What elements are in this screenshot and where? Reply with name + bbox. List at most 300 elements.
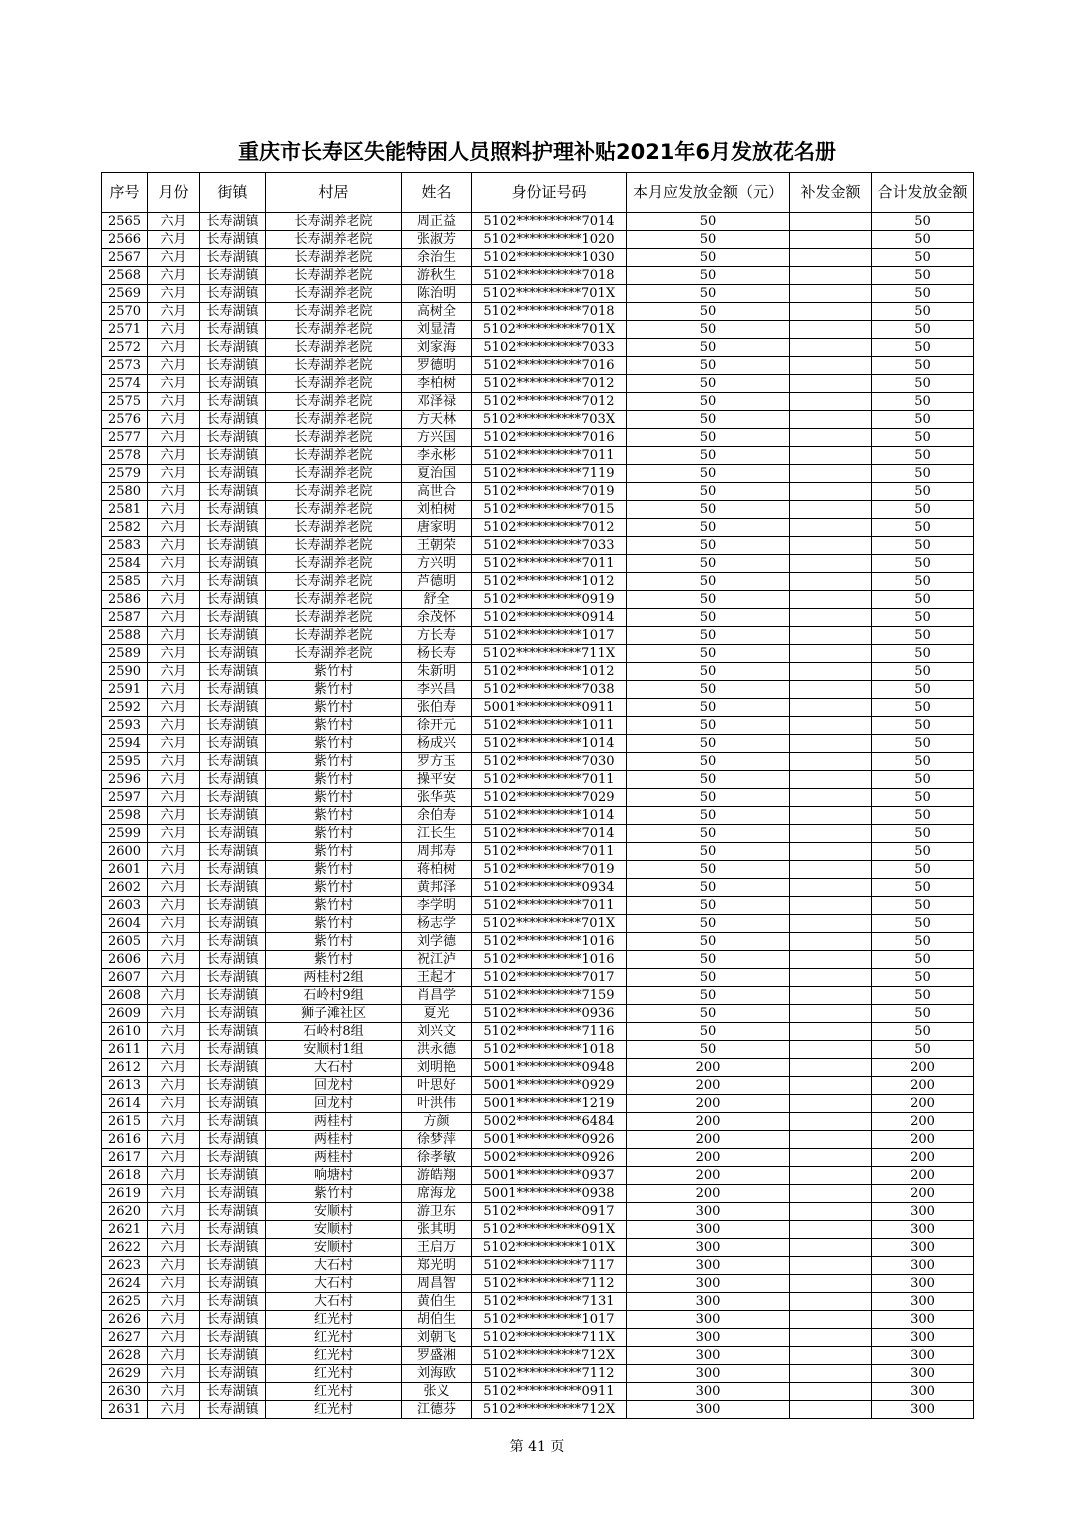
- month-cell: 六月: [148, 1167, 200, 1185]
- id-number-cell: 5102**********1011: [472, 717, 627, 735]
- total-amount-cell: 200: [872, 1149, 974, 1167]
- village-cell: 两桂村: [266, 1149, 402, 1167]
- due-amount-cell: 50: [627, 717, 790, 735]
- id-number-cell: 5102**********7117: [472, 1257, 627, 1275]
- name-cell: 夏光: [402, 1005, 472, 1023]
- street-cell: 长寿湖镇: [200, 1329, 266, 1347]
- table-row: [102, 267, 974, 285]
- due-amount-cell: 200: [627, 1113, 790, 1131]
- village-cell: 回龙村: [266, 1077, 402, 1095]
- street-cell: 长寿湖镇: [200, 879, 266, 897]
- total-amount-cell: 50: [872, 609, 974, 627]
- village-cell: 长寿湖养老院: [266, 303, 402, 321]
- name-cell: 方长寿: [402, 627, 472, 645]
- total-amount-cell: 50: [872, 303, 974, 321]
- month-cell: 六月: [148, 447, 200, 465]
- id-number-cell: 5102**********1020: [472, 231, 627, 249]
- due-amount-cell: 300: [627, 1329, 790, 1347]
- seq-cell: 2608: [102, 987, 148, 1005]
- name-cell: 蒋柏树: [402, 861, 472, 879]
- total-amount-cell: 50: [872, 933, 974, 951]
- id-number-cell: 5102**********0936: [472, 1005, 627, 1023]
- village-cell: 红光村: [266, 1347, 402, 1365]
- supplement-amount-cell: [790, 1005, 872, 1023]
- street-cell: 长寿湖镇: [200, 1149, 266, 1167]
- total-amount-cell: 50: [872, 1005, 974, 1023]
- month-cell: 六月: [148, 483, 200, 501]
- due-amount-cell: 50: [627, 393, 790, 411]
- total-amount-cell: 300: [872, 1347, 974, 1365]
- table-row: [102, 1149, 974, 1167]
- id-number-cell: 5102**********7159: [472, 987, 627, 1005]
- name-cell: 周昌智: [402, 1275, 472, 1293]
- village-cell: 长寿湖养老院: [266, 627, 402, 645]
- month-cell: 六月: [148, 825, 200, 843]
- table-row: [102, 1203, 974, 1221]
- month-cell: 六月: [148, 1185, 200, 1203]
- name-cell: 王启万: [402, 1239, 472, 1257]
- seq-cell: 2566: [102, 231, 148, 249]
- supplement-amount-cell: [790, 879, 872, 897]
- id-number-cell: 5102**********701X: [472, 285, 627, 303]
- due-amount-cell: 200: [627, 1185, 790, 1203]
- table-row: [102, 285, 974, 303]
- street-cell: 长寿湖镇: [200, 681, 266, 699]
- id-number-cell: 5001**********0938: [472, 1185, 627, 1203]
- name-cell: 周正益: [402, 213, 472, 231]
- seq-cell: 2610: [102, 1023, 148, 1041]
- seq-cell: 2572: [102, 339, 148, 357]
- due-amount-cell: 50: [627, 915, 790, 933]
- seq-cell: 2598: [102, 807, 148, 825]
- street-cell: 长寿湖镇: [200, 213, 266, 231]
- header-month: 月份: [148, 173, 200, 213]
- seq-cell: 2571: [102, 321, 148, 339]
- total-amount-cell: 50: [872, 735, 974, 753]
- total-amount-cell: 200: [872, 1095, 974, 1113]
- seq-cell: 2588: [102, 627, 148, 645]
- total-amount-cell: 50: [872, 447, 974, 465]
- supplement-amount-cell: [790, 951, 872, 969]
- total-amount-cell: 50: [872, 807, 974, 825]
- id-number-cell: 5102**********1012: [472, 663, 627, 681]
- total-amount-cell: 200: [872, 1077, 974, 1095]
- village-cell: 长寿湖养老院: [266, 483, 402, 501]
- street-cell: 长寿湖镇: [200, 933, 266, 951]
- id-number-cell: 5001**********0937: [472, 1167, 627, 1185]
- street-cell: 长寿湖镇: [200, 807, 266, 825]
- table-row: [102, 447, 974, 465]
- table-row: [102, 339, 974, 357]
- supplement-amount-cell: [790, 969, 872, 987]
- village-cell: 两桂村: [266, 1113, 402, 1131]
- street-cell: 长寿湖镇: [200, 627, 266, 645]
- village-cell: 紫竹村: [266, 861, 402, 879]
- table-row: [102, 1383, 974, 1401]
- name-cell: 李学明: [402, 897, 472, 915]
- table-row: [102, 1095, 974, 1113]
- table-row: [102, 393, 974, 411]
- name-cell: 罗盛湘: [402, 1347, 472, 1365]
- name-cell: 芦德明: [402, 573, 472, 591]
- seq-cell: 2568: [102, 267, 148, 285]
- month-cell: 六月: [148, 861, 200, 879]
- seq-cell: 2628: [102, 1347, 148, 1365]
- total-amount-cell: 50: [872, 321, 974, 339]
- seq-cell: 2578: [102, 447, 148, 465]
- month-cell: 六月: [148, 1023, 200, 1041]
- total-amount-cell: 50: [872, 1023, 974, 1041]
- due-amount-cell: 300: [627, 1221, 790, 1239]
- supplement-amount-cell: [790, 1041, 872, 1059]
- table-row: [102, 825, 974, 843]
- supplement-amount-cell: [790, 447, 872, 465]
- seq-cell: 2623: [102, 1257, 148, 1275]
- name-cell: 江长生: [402, 825, 472, 843]
- village-cell: 长寿湖养老院: [266, 465, 402, 483]
- id-number-cell: 5102**********1017: [472, 1311, 627, 1329]
- due-amount-cell: 50: [627, 321, 790, 339]
- due-amount-cell: 200: [627, 1059, 790, 1077]
- village-cell: 大石村: [266, 1275, 402, 1293]
- name-cell: 黄邦泽: [402, 879, 472, 897]
- total-amount-cell: 50: [872, 861, 974, 879]
- name-cell: 邓泽禄: [402, 393, 472, 411]
- village-cell: 紫竹村: [266, 789, 402, 807]
- id-number-cell: 5102**********1016: [472, 933, 627, 951]
- id-number-cell: 5102**********7112: [472, 1275, 627, 1293]
- village-cell: 长寿湖养老院: [266, 339, 402, 357]
- due-amount-cell: 300: [627, 1275, 790, 1293]
- id-number-cell: 5102**********712X: [472, 1347, 627, 1365]
- seq-cell: 2622: [102, 1239, 148, 1257]
- village-cell: 长寿湖养老院: [266, 555, 402, 573]
- table-row: [102, 645, 974, 663]
- table-row: [102, 1275, 974, 1293]
- due-amount-cell: 50: [627, 861, 790, 879]
- table-row: [102, 807, 974, 825]
- id-number-cell: 5102**********1014: [472, 807, 627, 825]
- total-amount-cell: 200: [872, 1131, 974, 1149]
- village-cell: 长寿湖养老院: [266, 267, 402, 285]
- total-amount-cell: 50: [872, 717, 974, 735]
- seq-cell: 2582: [102, 519, 148, 537]
- seq-cell: 2580: [102, 483, 148, 501]
- due-amount-cell: 50: [627, 555, 790, 573]
- due-amount-cell: 50: [627, 843, 790, 861]
- supplement-amount-cell: [790, 393, 872, 411]
- supplement-amount-cell: [790, 1365, 872, 1383]
- month-cell: 六月: [148, 843, 200, 861]
- street-cell: 长寿湖镇: [200, 987, 266, 1005]
- name-cell: 肖昌学: [402, 987, 472, 1005]
- supplement-amount-cell: [790, 411, 872, 429]
- village-cell: 长寿湖养老院: [266, 357, 402, 375]
- due-amount-cell: 50: [627, 519, 790, 537]
- name-cell: 余治生: [402, 249, 472, 267]
- table-row: [102, 789, 974, 807]
- id-number-cell: 5102**********7033: [472, 537, 627, 555]
- supplement-amount-cell: [790, 717, 872, 735]
- village-cell: 紫竹村: [266, 717, 402, 735]
- name-cell: 叶洪伟: [402, 1095, 472, 1113]
- name-cell: 徐梦萍: [402, 1131, 472, 1149]
- id-number-cell: 5102**********7017: [472, 969, 627, 987]
- supplement-amount-cell: [790, 1293, 872, 1311]
- street-cell: 长寿湖镇: [200, 609, 266, 627]
- village-cell: 长寿湖养老院: [266, 393, 402, 411]
- month-cell: 六月: [148, 375, 200, 393]
- total-amount-cell: 50: [872, 591, 974, 609]
- name-cell: 刘海欧: [402, 1365, 472, 1383]
- village-cell: 两桂村: [266, 1131, 402, 1149]
- supplement-amount-cell: [790, 1203, 872, 1221]
- header-supplement-amount: 补发金额: [790, 173, 872, 213]
- table-row: [102, 753, 974, 771]
- seq-cell: 2583: [102, 537, 148, 555]
- total-amount-cell: 300: [872, 1365, 974, 1383]
- month-cell: 六月: [148, 987, 200, 1005]
- supplement-amount-cell: [790, 1257, 872, 1275]
- supplement-amount-cell: [790, 753, 872, 771]
- street-cell: 长寿湖镇: [200, 825, 266, 843]
- name-cell: 刘显清: [402, 321, 472, 339]
- seq-cell: 2576: [102, 411, 148, 429]
- village-cell: 安顺村: [266, 1203, 402, 1221]
- street-cell: 长寿湖镇: [200, 1059, 266, 1077]
- village-cell: 长寿湖养老院: [266, 285, 402, 303]
- street-cell: 长寿湖镇: [200, 663, 266, 681]
- name-cell: 方兴国: [402, 429, 472, 447]
- street-cell: 长寿湖镇: [200, 591, 266, 609]
- supplement-amount-cell: [790, 1239, 872, 1257]
- seq-cell: 2584: [102, 555, 148, 573]
- due-amount-cell: 200: [627, 1095, 790, 1113]
- total-amount-cell: 300: [872, 1401, 974, 1419]
- name-cell: 罗方玉: [402, 753, 472, 771]
- due-amount-cell: 50: [627, 501, 790, 519]
- month-cell: 六月: [148, 249, 200, 267]
- supplement-amount-cell: [790, 1095, 872, 1113]
- id-number-cell: 5001**********1219: [472, 1095, 627, 1113]
- month-cell: 六月: [148, 231, 200, 249]
- id-number-cell: 5001**********0948: [472, 1059, 627, 1077]
- id-number-cell: 5102**********7019: [472, 861, 627, 879]
- supplement-amount-cell: [790, 537, 872, 555]
- table-row: [102, 465, 974, 483]
- name-cell: 唐家明: [402, 519, 472, 537]
- table-row: [102, 897, 974, 915]
- village-cell: 紫竹村: [266, 933, 402, 951]
- total-amount-cell: 300: [872, 1311, 974, 1329]
- due-amount-cell: 50: [627, 753, 790, 771]
- header-name: 姓名: [402, 173, 472, 213]
- supplement-amount-cell: [790, 1185, 872, 1203]
- due-amount-cell: 50: [627, 1005, 790, 1023]
- supplement-amount-cell: [790, 933, 872, 951]
- village-cell: 长寿湖养老院: [266, 411, 402, 429]
- table-row: [102, 1347, 974, 1365]
- seq-cell: 2614: [102, 1095, 148, 1113]
- table-row: [102, 573, 974, 591]
- total-amount-cell: 50: [872, 501, 974, 519]
- village-cell: 紫竹村: [266, 825, 402, 843]
- month-cell: 六月: [148, 1041, 200, 1059]
- village-cell: 长寿湖养老院: [266, 519, 402, 537]
- supplement-amount-cell: [790, 789, 872, 807]
- month-cell: 六月: [148, 339, 200, 357]
- name-cell: 张伯寿: [402, 699, 472, 717]
- month-cell: 六月: [148, 573, 200, 591]
- due-amount-cell: 50: [627, 627, 790, 645]
- seq-cell: 2605: [102, 933, 148, 951]
- street-cell: 长寿湖镇: [200, 969, 266, 987]
- due-amount-cell: 50: [627, 879, 790, 897]
- supplement-amount-cell: [790, 213, 872, 231]
- header-due-amount: 本月应发放金额（元）: [627, 173, 790, 213]
- name-cell: 刘朝飞: [402, 1329, 472, 1347]
- supplement-amount-cell: [790, 1149, 872, 1167]
- street-cell: 长寿湖镇: [200, 645, 266, 663]
- seq-cell: 2573: [102, 357, 148, 375]
- seq-cell: 2630: [102, 1383, 148, 1401]
- street-cell: 长寿湖镇: [200, 555, 266, 573]
- village-cell: 石岭村8组: [266, 1023, 402, 1041]
- due-amount-cell: 50: [627, 231, 790, 249]
- seq-cell: 2625: [102, 1293, 148, 1311]
- street-cell: 长寿湖镇: [200, 843, 266, 861]
- table-row: [102, 429, 974, 447]
- street-cell: 长寿湖镇: [200, 285, 266, 303]
- street-cell: 长寿湖镇: [200, 1347, 266, 1365]
- street-cell: 长寿湖镇: [200, 1221, 266, 1239]
- village-cell: 红光村: [266, 1401, 402, 1419]
- name-cell: 徐开元: [402, 717, 472, 735]
- street-cell: 长寿湖镇: [200, 1005, 266, 1023]
- id-number-cell: 5102**********703X: [472, 411, 627, 429]
- month-cell: 六月: [148, 933, 200, 951]
- village-cell: 长寿湖养老院: [266, 573, 402, 591]
- seq-cell: 2574: [102, 375, 148, 393]
- name-cell: 江德芬: [402, 1401, 472, 1419]
- due-amount-cell: 50: [627, 933, 790, 951]
- month-cell: 六月: [148, 1329, 200, 1347]
- id-number-cell: 5102**********7014: [472, 825, 627, 843]
- street-cell: 长寿湖镇: [200, 1275, 266, 1293]
- seq-cell: 2602: [102, 879, 148, 897]
- street-cell: 长寿湖镇: [200, 429, 266, 447]
- supplement-amount-cell: [790, 825, 872, 843]
- street-cell: 长寿湖镇: [200, 249, 266, 267]
- street-cell: 长寿湖镇: [200, 1077, 266, 1095]
- seq-cell: 2604: [102, 915, 148, 933]
- village-cell: 紫竹村: [266, 915, 402, 933]
- month-cell: 六月: [148, 537, 200, 555]
- seq-cell: 2616: [102, 1131, 148, 1149]
- seq-cell: 2609: [102, 1005, 148, 1023]
- total-amount-cell: 300: [872, 1221, 974, 1239]
- due-amount-cell: 50: [627, 1041, 790, 1059]
- seq-cell: 2629: [102, 1365, 148, 1383]
- month-cell: 六月: [148, 915, 200, 933]
- supplement-amount-cell: [790, 555, 872, 573]
- due-amount-cell: 50: [627, 447, 790, 465]
- due-amount-cell: 50: [627, 735, 790, 753]
- seq-cell: 2621: [102, 1221, 148, 1239]
- id-number-cell: 5102**********1017: [472, 627, 627, 645]
- month-cell: 六月: [148, 681, 200, 699]
- supplement-amount-cell: [790, 1221, 872, 1239]
- total-amount-cell: 50: [872, 285, 974, 303]
- street-cell: 长寿湖镇: [200, 357, 266, 375]
- street-cell: 长寿湖镇: [200, 519, 266, 537]
- table-row: [102, 681, 974, 699]
- street-cell: 长寿湖镇: [200, 1167, 266, 1185]
- supplement-amount-cell: [790, 1383, 872, 1401]
- supplement-amount-cell: [790, 735, 872, 753]
- table-row: [102, 1311, 974, 1329]
- total-amount-cell: 200: [872, 1167, 974, 1185]
- due-amount-cell: 300: [627, 1203, 790, 1221]
- village-cell: 紫竹村: [266, 663, 402, 681]
- table-row: [102, 843, 974, 861]
- id-number-cell: 5102**********7119: [472, 465, 627, 483]
- village-cell: 长寿湖养老院: [266, 537, 402, 555]
- id-number-cell: 5002**********6484: [472, 1113, 627, 1131]
- month-cell: 六月: [148, 645, 200, 663]
- village-cell: 长寿湖养老院: [266, 501, 402, 519]
- month-cell: 六月: [148, 1257, 200, 1275]
- name-cell: 方颜: [402, 1113, 472, 1131]
- table-row: [102, 879, 974, 897]
- name-cell: 周邦寿: [402, 843, 472, 861]
- id-number-cell: 5102**********1014: [472, 735, 627, 753]
- street-cell: 长寿湖镇: [200, 483, 266, 501]
- village-cell: 石岭村9组: [266, 987, 402, 1005]
- supplement-amount-cell: [790, 807, 872, 825]
- seq-cell: 2569: [102, 285, 148, 303]
- total-amount-cell: 50: [872, 1041, 974, 1059]
- total-amount-cell: 50: [872, 411, 974, 429]
- id-number-cell: 5102**********7016: [472, 429, 627, 447]
- month-cell: 六月: [148, 627, 200, 645]
- id-number-cell: 5102**********7029: [472, 789, 627, 807]
- seq-cell: 2590: [102, 663, 148, 681]
- month-cell: 六月: [148, 789, 200, 807]
- id-number-cell: 5102**********7033: [472, 339, 627, 357]
- month-cell: 六月: [148, 1095, 200, 1113]
- total-amount-cell: 50: [872, 825, 974, 843]
- id-number-cell: 5102**********7011: [472, 843, 627, 861]
- village-cell: 紫竹村: [266, 807, 402, 825]
- total-amount-cell: 50: [872, 843, 974, 861]
- street-cell: 长寿湖镇: [200, 1311, 266, 1329]
- supplement-amount-cell: [790, 591, 872, 609]
- due-amount-cell: 300: [627, 1347, 790, 1365]
- id-number-cell: 5102**********7131: [472, 1293, 627, 1311]
- name-cell: 方天林: [402, 411, 472, 429]
- total-amount-cell: 300: [872, 1257, 974, 1275]
- supplement-amount-cell: [790, 1347, 872, 1365]
- supplement-amount-cell: [790, 501, 872, 519]
- name-cell: 叶思好: [402, 1077, 472, 1095]
- total-amount-cell: 300: [872, 1203, 974, 1221]
- village-cell: 狮子滩社区: [266, 1005, 402, 1023]
- due-amount-cell: 50: [627, 465, 790, 483]
- total-amount-cell: 50: [872, 969, 974, 987]
- month-cell: 六月: [148, 753, 200, 771]
- roster-table: [101, 172, 974, 1419]
